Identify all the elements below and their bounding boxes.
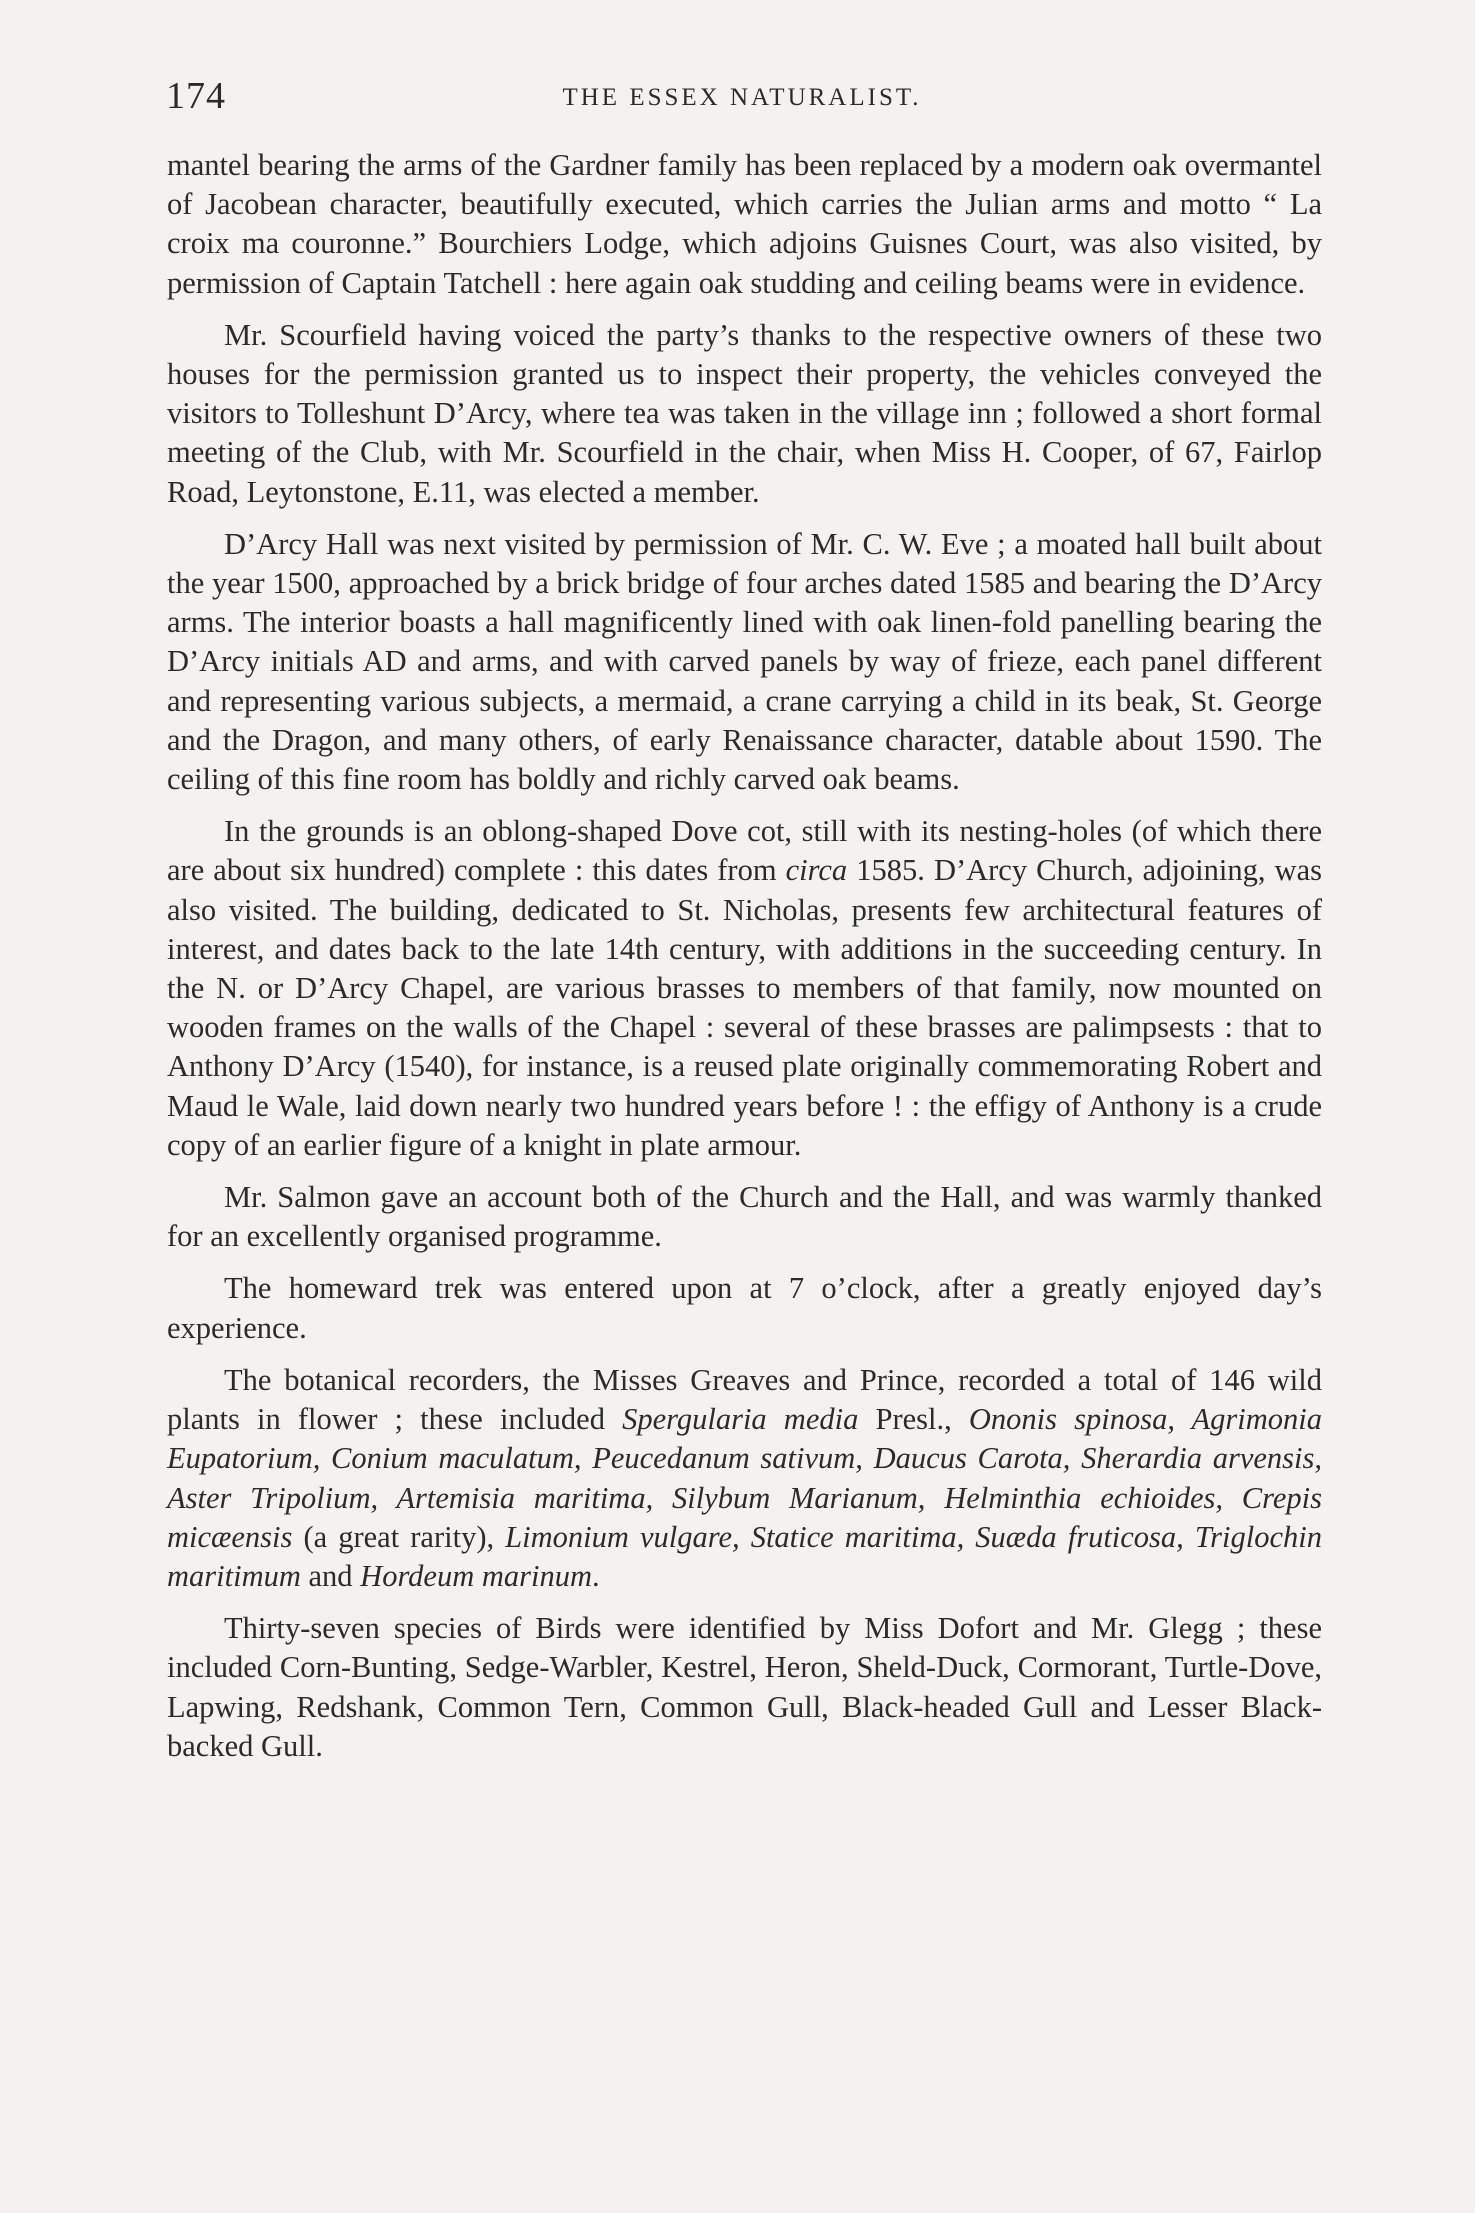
paragraph-gardner-mantel: mantel bearing the arms of the Gardner family has been replaced by a modern oak overmantel of Jacobean character, beautifully executed, which carries the Julian arms and motto “ La croix ma couronne.” Bourchiers Lodge, which adjoins Guisnes Court, was also visited, by permission of Captain Tatchell : here again oak studding and ceiling beams were in evidence. — [167, 148, 1322, 300]
paragraph-birds-record: Thirty-seven species of Birds were identified by Miss Dofort and Mr. Glegg ; these included Corn-Bunting, Sedge-Warbler, Kestrel, Heron, Sheld-Duck, Cormorant, Turtle-Dove, Lapwing, Redshank, Common Tern, Common Gull, Black-headed Gull and Lesser Black-backed Gull. — [167, 1611, 1322, 1763]
article-body — [167, 146, 1322, 1766]
species-spergularia: Spergularia media — [622, 1402, 859, 1437]
paragraph-botanical-record — [167, 1361, 1322, 1596]
species-list-main: Ononis spinosa, Agrimonia Eupatorium, Conium maculatum, Peucedanum sativum, Daucus Carota, Sherardia arvensis, Aster Tripolium, Artemisia maritima, Silybum Marianum, Helminthia echioides, Crepis micæensis — [167, 1402, 1322, 1554]
paragraph-darcy-hall: D’Arcy Hall was next visited by permission of Mr. C. W. Eve ; a moated hall built about the year 1500, approached by a brick bridge of four arches dated 1585 and bearing the D’Arcy arms. The interior boasts a hall magnificently lined with oak linen-fold panelling bearing the D’Arcy initials AD and arms, and with carved panels by way of frieze, each panel different and representing various subjects, a mermaid, a crane carrying a child in its beak, St. George and the Dragon, and many others, of early Renaissance character, datable about 1590. The ceiling of this fine room has boldly and richly carved oak beams. — [167, 526, 1322, 797]
paragraph-tolleshunt-tea: Mr. Scourfield having voiced the party’s thanks to the respective owners of these two houses for the permission granted us to inspect their property, the vehicles conveyed the visitors to Tolleshunt D’Arcy, where tea was taken in the village inn ; followed a short formal meeting of the Club, with Mr. Scourfield in the chair, when Miss H. Cooper, of 67, Fairlop Road, Leytonstone, E.11, was elected a member. — [167, 317, 1322, 509]
page-header — [166, 74, 1318, 124]
paragraph-homeward-trek: The homeward trek was entered upon at 7 o’clock, after a greatly enjoyed day’s experience. — [167, 1271, 1322, 1345]
running-head: THE ESSEX NATURALIST. — [562, 84, 922, 111]
join-rarity: (a great rarity), — [292, 1519, 506, 1554]
join-end: . — [592, 1558, 600, 1593]
species-hordeum: Hordeum marinum — [360, 1558, 593, 1593]
dove-cot-text-a: In the grounds is an oblong-shaped Dove cot, still with its nesting-holes (of which there are about six hundred) complete : this dates from — [167, 814, 1322, 888]
species-list-coastal: Limonium vulgare, Statice maritima, Suæda fruticosa, Triglochin maritimum — [167, 1519, 1322, 1593]
join-presl: Presl., — [858, 1402, 969, 1437]
paragraph-dove-cot-church — [167, 812, 1322, 1165]
paragraph-salmon-account: Mr. Salmon gave an account both of the Church and the Hall, and was warmly thanked for an excellently organised programme. — [167, 1180, 1322, 1254]
dove-cot-text-b: 1585. D’Arcy Church, adjoining, was also visited. The building, dedicated to St. Nicholas, presents few architectural features of interest, and dates back to the late 14th century, with additions in the succeeding century. In the N. or D’Arcy Chapel, are various brasses to members of that family, now mounted on wooden frames on the walls of the Chapel : several of these brasses are palimpsests : that to Anthony D’Arcy (1540), for instance, is a reused plate originally commemorating Robert and Maud le Wale, laid down nearly two hundred years before ! : the effigy of Anthony is a crude copy of an earlier figure of a knight in plate armour. — [167, 853, 1322, 1162]
join-and: and — [300, 1558, 361, 1593]
botanical-intro: The botanical recorders, the Misses Greaves and Prince, recorded a total of 146 wild plants in flower ; these included — [167, 1362, 1322, 1437]
circa-italic: circa — [785, 853, 848, 888]
page-number: 174 — [166, 75, 226, 117]
